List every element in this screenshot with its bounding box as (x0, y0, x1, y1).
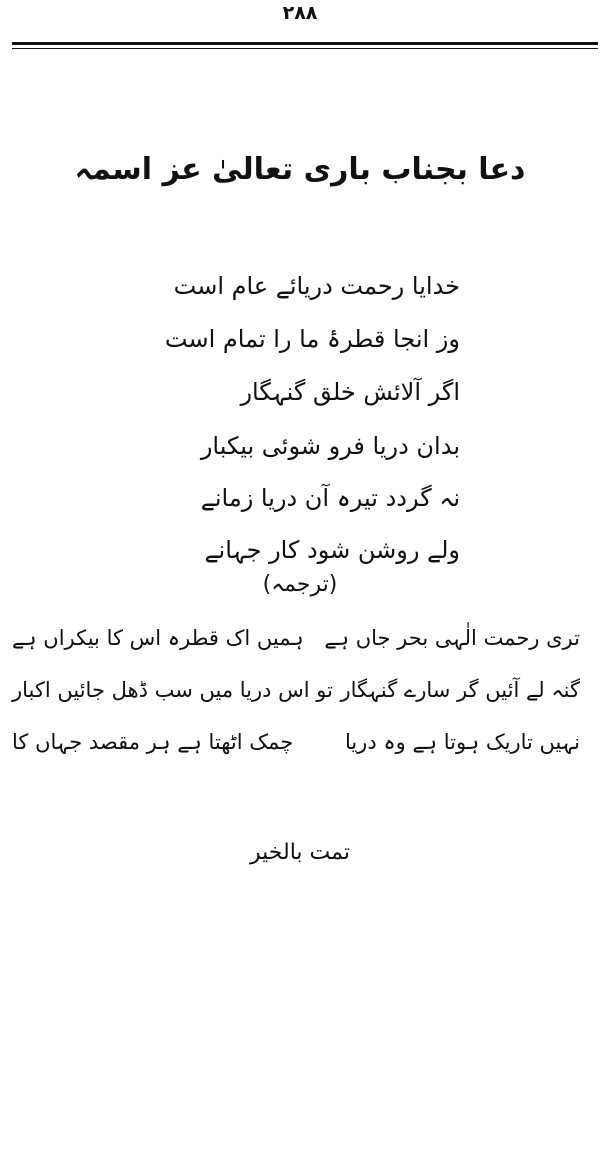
verse-line-3: اگر آلائش خلق گنہگار (240, 378, 460, 406)
verse-line-2: وز انجا قطرۂ ما را تمام است (164, 325, 460, 353)
page-title: دعا بجناب باری تعالیٰ عز اسمہ (74, 152, 526, 187)
header-rule-thick (12, 42, 598, 45)
translation-line-2-right: گنہ لے آئیں گر سارے گنہگار (340, 678, 580, 702)
verse-line-4: بدان دریا فرو شوئی بیکبار (200, 432, 460, 460)
verse-line-1: خدایا رحمت دریائے عام است (173, 272, 460, 300)
translation-line-3-left: چمک اٹھتا ہے ہر مقصد جہاں کا (12, 730, 294, 754)
translation-line-3-right: نہیں تاریک ہوتا ہے وہ دریا (344, 730, 580, 754)
verse-line-5: نہ گردد تیرہ آن دریا زمانے (200, 484, 460, 512)
verse-line-6: ولے روشن شود کار جہانے (204, 536, 460, 564)
translation-heading: (ترجمہ) (262, 572, 338, 597)
translation-line-1-left: ہمیں اک قطرہ اس کا بیکراں ہے (12, 626, 304, 650)
page-number: ۲۸۸ (282, 2, 318, 24)
header-rule-thin (12, 48, 598, 49)
closing-note: تمت بالخیر (250, 840, 350, 865)
translation-line-2-left: تو اس دریا میں سب ڈھل جائیں اکبار (12, 678, 333, 702)
translation-line-1-right: تری رحمت الٰہی بحر جاں ہے (324, 626, 580, 650)
